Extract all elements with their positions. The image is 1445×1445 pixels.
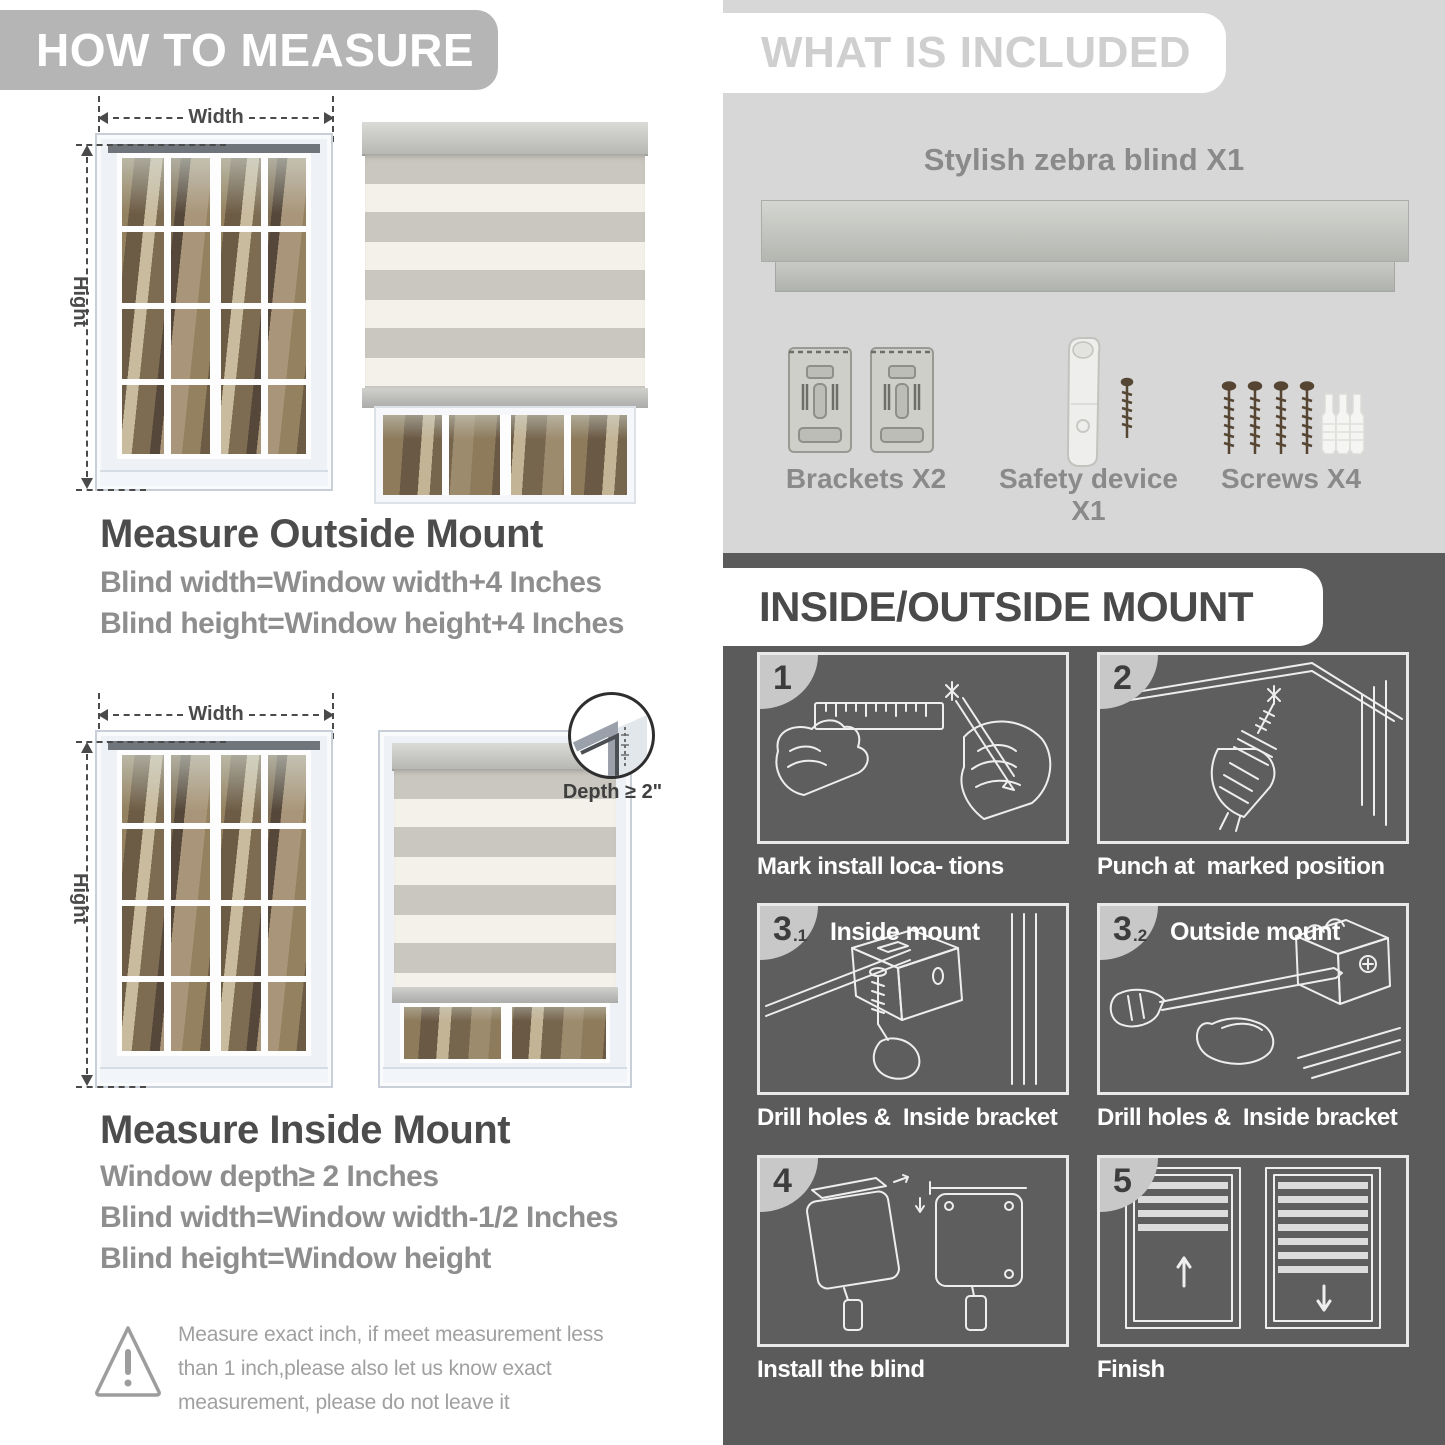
safety-device-image <box>1059 334 1149 472</box>
width-label: Width <box>188 106 244 128</box>
step-caption: Finish <box>1097 1356 1165 1383</box>
depth-label: Depth ≥ 2" <box>562 781 663 803</box>
window-sill <box>100 470 328 486</box>
how-to-measure-header <box>0 10 498 90</box>
warning-triangle-icon <box>92 1320 164 1400</box>
arrow-down-icon <box>81 478 93 489</box>
window-corner-detail <box>571 695 652 776</box>
step-panel <box>757 652 1069 844</box>
width-measure-inside <box>98 703 334 726</box>
step-outside-bracket <box>1097 903 1415 1132</box>
width-label: Width <box>188 703 244 725</box>
window-photo-inside <box>95 730 333 1088</box>
window-panes <box>117 153 311 459</box>
depth-detail-magnifier <box>568 692 655 779</box>
step-number-badge: 4 <box>760 1158 818 1212</box>
step-panel <box>1097 1155 1409 1347</box>
step-caption: Mark install loca- tions <box>757 853 1004 880</box>
screws-label: Screws X4 <box>1220 463 1362 494</box>
what-is-included-section <box>723 0 1445 553</box>
step-install-blind <box>757 1155 1075 1384</box>
step-number-badge: 3 .2 <box>1100 906 1158 960</box>
height-label: Hight <box>69 275 91 327</box>
safety-device-label: Safety device X1 <box>999 463 1178 526</box>
step-number-badge: 3 .1 <box>760 906 818 960</box>
step-panel <box>757 1155 1069 1347</box>
blind-photo-outside <box>362 122 648 502</box>
measure-guide <box>76 489 146 491</box>
step-panel <box>1097 652 1409 844</box>
step-finish <box>1097 1155 1415 1384</box>
measure-guide <box>76 144 226 146</box>
step-inline-label: Outside mount <box>1170 918 1340 946</box>
outside-mount-rule-height: Blind height=Window height+4 Inches <box>100 607 624 640</box>
measure-guide <box>76 1086 146 1088</box>
window-photo-outside <box>95 133 333 491</box>
inside-mount-rule-depth: Window depth≥ 2 Inches <box>100 1160 439 1193</box>
window-under-blind <box>376 408 634 502</box>
inside-mount-rule-height: Blind height=Window height <box>100 1242 491 1275</box>
blind-bottom-rail <box>362 388 648 408</box>
brackets-label: Brackets X2 <box>785 463 947 494</box>
step-panel <box>757 903 1069 1095</box>
step-mark-locations <box>757 652 1075 881</box>
step-inline-label: Inside mount <box>830 918 980 946</box>
blind-zebra-shade <box>365 154 645 388</box>
inside-mount-rule-width: Blind width=Window width-1/2 Inches <box>100 1201 619 1234</box>
outside-mount-rule-width: Blind width=Window width+4 Inches <box>100 566 602 599</box>
measure-warning-text: Measure exact inch, if meet measurement less than 1 inch,please also let us know exact measurement, please do not leave it <box>178 1323 604 1415</box>
mount-title: INSIDE/OUTSIDE MOUNT <box>759 583 1254 630</box>
step-caption: Install the blind <box>757 1356 925 1383</box>
what-is-included-header <box>723 13 1226 93</box>
height-measure-outside <box>69 145 98 489</box>
product-label: Stylish zebra blind X1 <box>923 142 1245 177</box>
mount-header <box>723 568 1323 646</box>
arrow-up-icon <box>81 145 93 156</box>
zebra-blind-cassette-lip <box>775 262 1395 292</box>
how-to-measure-title: HOW TO MEASURE <box>36 24 475 76</box>
height-label: Hight <box>69 872 91 924</box>
measure-guide <box>76 741 226 743</box>
inside-mount-title: Measure Inside Mount <box>100 1108 511 1152</box>
step-panel <box>1097 903 1409 1095</box>
step-number-badge: 5 <box>1100 1158 1158 1212</box>
what-is-included-title: WHAT IS INCLUDED <box>761 28 1192 77</box>
step-number-badge: 1 <box>760 655 818 709</box>
window-under-blind <box>400 1003 610 1063</box>
outside-mount-title: Measure Outside Mount <box>100 512 543 556</box>
screws-image <box>1221 380 1371 466</box>
arrow-up-icon <box>81 742 93 753</box>
step-caption: Drill holes & Inside bracket <box>757 1104 1058 1131</box>
height-measure-inside <box>69 742 98 1086</box>
step-number-badge: 2 <box>1100 655 1158 709</box>
blind-bottom-rail <box>392 987 618 1003</box>
mount-instructions-section <box>723 553 1445 1445</box>
width-measure-outside <box>98 106 334 129</box>
blind-cassette <box>362 122 648 156</box>
step-punch-position <box>1097 652 1415 881</box>
step-caption: Drill holes & Inside bracket <box>1097 1104 1398 1131</box>
step-inside-bracket <box>757 903 1075 1132</box>
brackets-image <box>787 344 937 462</box>
step-caption: Punch at marked position <box>1097 853 1385 880</box>
arrow-down-icon <box>81 1075 93 1086</box>
zebra-blind-cassette-image <box>761 200 1409 262</box>
